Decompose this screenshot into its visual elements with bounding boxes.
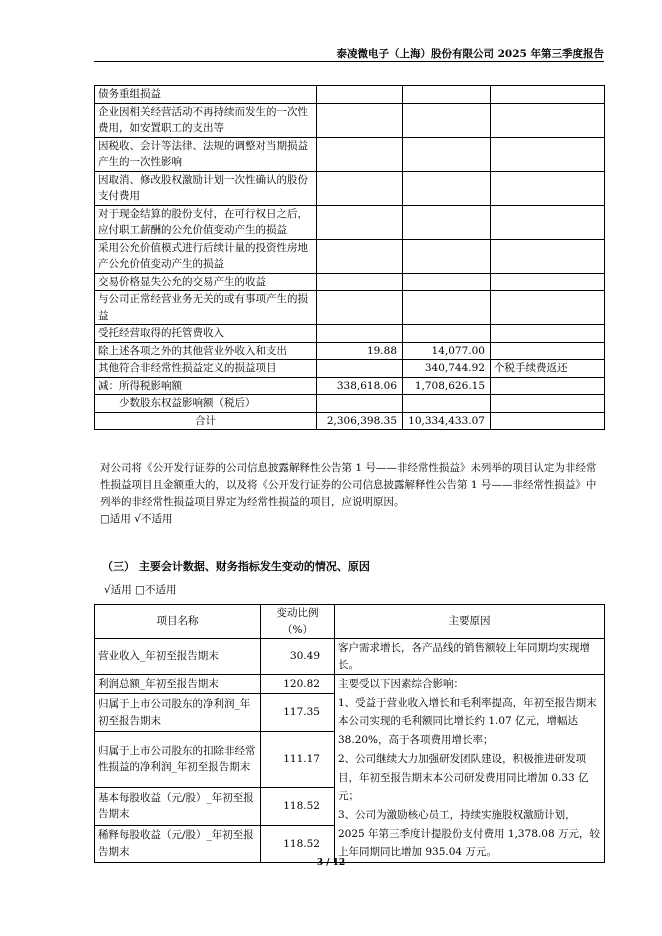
cell-item: 因取消、修改股权激励计划一次性确认的股份支付费用 [95, 171, 317, 205]
cell-item: 与公司正常经营业务无关的或有事项产生的损益 [95, 291, 317, 325]
cell-note [491, 103, 605, 137]
cell-current [317, 171, 403, 205]
cell-item: 少数股东权益影响额（税后） [95, 395, 317, 413]
table-row [95, 377, 605, 395]
cell-ytd [403, 86, 491, 104]
disclosure-paragraph [100, 460, 600, 528]
cell-note [491, 325, 605, 343]
cell-ytd [403, 291, 491, 325]
table-row [95, 239, 605, 273]
key-indicators-table [94, 604, 605, 863]
cell-note [491, 205, 605, 239]
row-item: 稀释每股收益（元/股）_年初至报告期末 [95, 825, 261, 863]
reason-line: 2、公司继续大力加强研发团队建设，积极推进研发项目，年初至报告期末本公司研发费用同比增加 0.33 亿元； [338, 752, 589, 803]
cell-note [491, 239, 605, 273]
cell-current [317, 137, 403, 171]
row-ratio: 118.52 [261, 825, 335, 863]
shared-reason-text [338, 675, 601, 862]
table-row [95, 273, 605, 291]
non-recurring-gains-table [94, 85, 605, 430]
cell-item: 交易价格显失公允的交易产生的收益 [95, 273, 317, 291]
table-row [95, 412, 605, 430]
cell-ytd [403, 205, 491, 239]
cell-ytd [403, 103, 491, 137]
table-row [95, 137, 605, 171]
cell-note [491, 86, 605, 104]
header-item: 项目名称 [95, 605, 261, 639]
cell-current [317, 103, 403, 137]
cell-note [491, 273, 605, 291]
cell-note [491, 137, 605, 171]
row-ratio: 111.17 [261, 731, 335, 787]
reason-line: 1、受益于营业收入增长和毛利率提高，年初至报告期末本公司实现的毛利额同比增长约 1.07 亿元，增幅达 38.20%，高于各项费用增长率； [338, 696, 597, 747]
header-reason: 主要原因 [335, 605, 605, 639]
row-ratio: 118.52 [261, 788, 335, 825]
row-item: 基本每股收益（元/股）_年初至报告期末 [95, 788, 261, 825]
row-item: 营业收入_年初至报告期末 [95, 639, 261, 675]
cell-ytd: 14,077.00 [403, 342, 491, 360]
row-item: 归属于上市公司股东的扣除非经常性损益的净利润_年初至报告期末 [95, 731, 261, 787]
table-row [95, 205, 605, 239]
table-row [95, 86, 605, 104]
cell-current [317, 239, 403, 273]
cell-note [491, 171, 605, 205]
cell-item: 其他符合非经常性损益定义的损益项目 [95, 360, 317, 378]
section-options: √适用 □不适用 [104, 584, 177, 596]
cell-note: 个税手续费返还 [491, 360, 605, 378]
table-row [95, 395, 605, 413]
row-ratio: 120.82 [261, 675, 335, 694]
table-row [95, 171, 605, 205]
cell-ytd [403, 137, 491, 171]
table-row [95, 103, 605, 137]
row-ratio: 117.35 [261, 694, 335, 731]
cell-current [317, 395, 403, 413]
cell-item: 企业因相关经营活动不再持续而发生的一次性费用，如安置职工的支出等 [95, 103, 317, 137]
cell-current [317, 273, 403, 291]
row-ratio: 30.49 [261, 639, 335, 675]
row-item: 利润总额_年初至报告期末 [95, 675, 261, 694]
cell-item: 采用公允价值模式进行后续计量的投资性房地产公允价值变动产生的损益 [95, 239, 317, 273]
cell-current [317, 291, 403, 325]
cell-note [491, 395, 605, 413]
disclosure-text: 对公司将《公开发行证券的公司信息披露解释性公告第 1 号——非经常性损益》未列举的项目认定为非经常性损益项目且金额重大的，以及将《公开发行证券的公司信息披露解释性公告第 1 号——非经常性损益》中列举的非经常性损益项目界定为经常性损益的项目，应说明原因。 [100, 462, 597, 508]
cell-current [317, 360, 403, 378]
cell-current: 338,618.06 [317, 377, 403, 395]
cell-ytd [403, 273, 491, 291]
table-row [95, 325, 605, 343]
cell-current: 19.88 [317, 342, 403, 360]
report-header: 泰凌微电子（上海）股份有限公司 2025 年第三季度报告 [336, 48, 604, 60]
shared-reason [335, 675, 605, 863]
reason-line: 主要受以下因素综合影响： [338, 678, 464, 690]
header-ratio: 变动比例（%） [261, 605, 335, 639]
cell-ytd [403, 325, 491, 343]
cell-note [491, 412, 605, 430]
cell-item: 减：所得税影响额 [95, 377, 317, 395]
reason-line: 3、公司为激励核心员工，持续实施股权激励计划，2025 年第三季度计提股份支付费用 1,378.08 万元，较上年同期同比增加 935.04 万元。 [338, 808, 600, 859]
disclosure-options: □适用 √不适用 [100, 513, 173, 525]
cell-note [491, 342, 605, 360]
cell-ytd: 10,334,433.07 [403, 412, 491, 430]
cell-current [317, 205, 403, 239]
cell-note [491, 291, 605, 325]
cell-item: 受托经营取得的托管费收入 [95, 325, 317, 343]
cell-current [317, 86, 403, 104]
cell-ytd [403, 239, 491, 273]
cell-current [317, 325, 403, 343]
cell-ytd: 1,708,626.15 [403, 377, 491, 395]
cell-item: 债务重组损益 [95, 86, 317, 104]
table-row [95, 342, 605, 360]
cell-current: 2,306,398.35 [317, 412, 403, 430]
cell-item: 因税收、会计等法律、法规的调整对当期损益产生的一次性影响 [95, 137, 317, 171]
cell-note [491, 377, 605, 395]
cell-item: 除上述各项之外的其他营业外收入和支出 [95, 342, 317, 360]
table-row [95, 291, 605, 325]
table-row [95, 360, 605, 378]
cell-ytd [403, 395, 491, 413]
row-item: 归属于上市公司股东的净利润_年初至报告期末 [95, 694, 261, 731]
row-reason: 客户需求增长，各产品线的销售额较上年同期均实现增长。 [335, 639, 605, 675]
cell-ytd: 340,744.92 [403, 360, 491, 378]
page-number: 3 / 12 [316, 858, 346, 868]
cell-item: 对于现金结算的股份支付，在可行权日之后，应付职工薪酬的公允价值变动产生的损益 [95, 205, 317, 239]
cell-item: 合计 [95, 412, 317, 430]
section-title: （三） 主要会计数据、财务指标发生变动的情况、原因 [102, 560, 370, 573]
header-rule [94, 61, 604, 62]
cell-ytd [403, 171, 491, 205]
